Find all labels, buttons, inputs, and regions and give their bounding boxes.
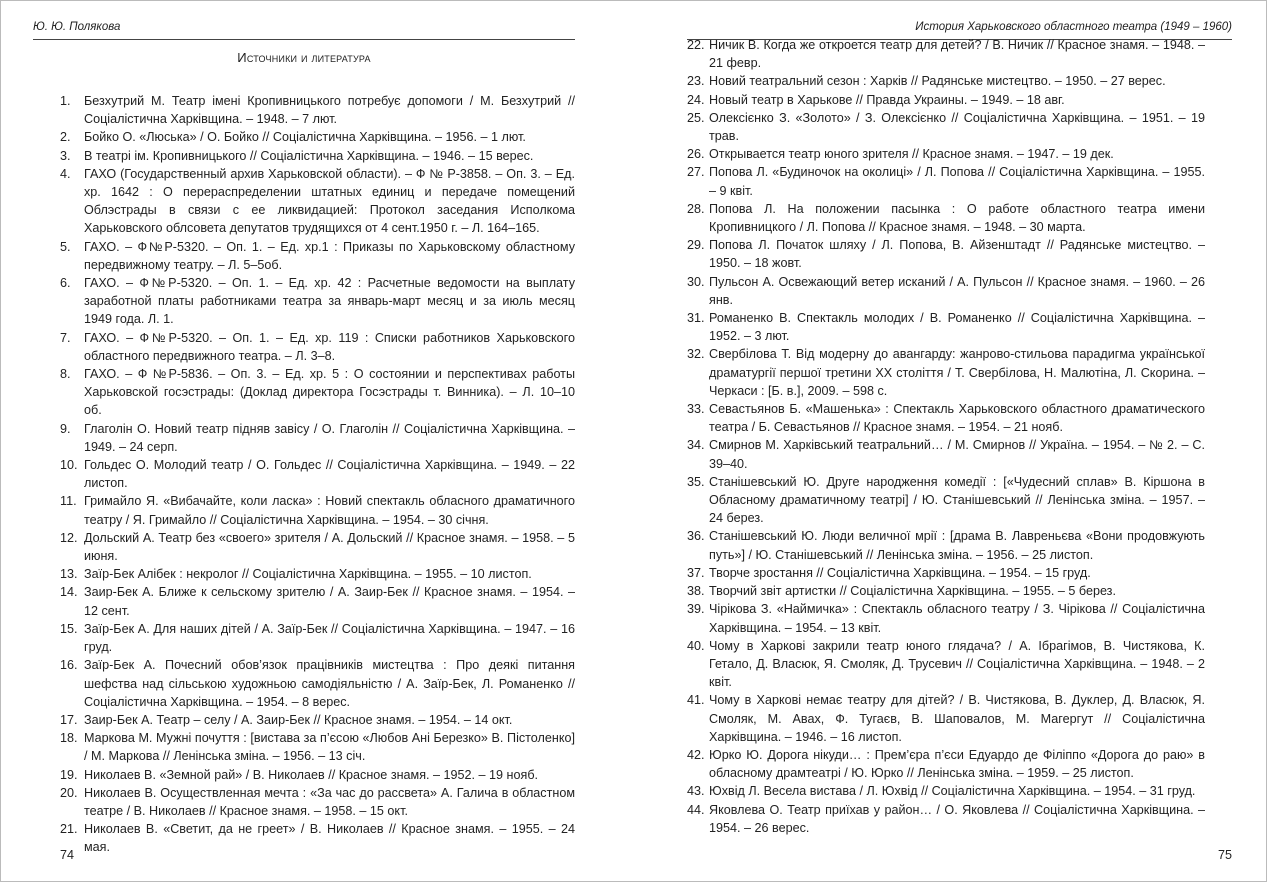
reference-text: ГАХО. – Ф№Р-5320. – Оп. 1. – Ед. хр. 42 : Расчетные ведомости на выплату заработной платы работниками театра за январь-март месяц и за июль месяц 1949 года. Л. 1. [84, 276, 575, 327]
reference-number: 28. [687, 201, 705, 216]
reference-text: Чому в Харкові закрили театр юного глядача? / А. Ібрагімов, В. Чистякова, К. Гетало, Д. Власюк, Я. Смоляк, Д. Трусевич // Соціалістична Харківщина. – 1948. – 2 квіт. [709, 638, 1205, 690]
reference-item [687, 691, 1205, 746]
reference-number: 22. [687, 38, 705, 52]
reference-number: 11. [60, 494, 77, 509]
reference-number: 8. [60, 367, 71, 382]
reference-text: ГАХО. – Ф №Р-5836. – Оп. 3. – Ед. хр. 5 : О состоянии и перспективах работы Харьковской госэстрады: (Доклад директора Госэстрады т. Винника). – Л. 10–10 об. [84, 367, 575, 418]
reference-text: Творче зростання // Соціалістична Харківщина. – 1954. – 15 груд. [709, 565, 1091, 580]
reference-text: Маркова М. Мужні почуття : [вистава за п’єсою «Любов Ані Березко» В. Пістоленко] / М. Маркова // Ленінська зміна. – 1956. – 13 січ. [84, 731, 575, 764]
reference-text: Творчий звіт артистки // Соціалістична Харківщина. – 1955. – 5 берез. [709, 584, 1116, 599]
reference-number: 4. [60, 166, 71, 181]
reference-text: Попова Л. «Будиночок на околиці» / Л. Попова // Соціалістична Харківщина. – 1955. – 9 квіт. [709, 165, 1205, 198]
reference-text: Олексієнко З. «Золото» / З. Олексієнко // Соціалістична Харківщина. – 1951. – 19 трав. [709, 110, 1205, 144]
reference-item [60, 365, 575, 420]
reference-text: Новий театральний сезон : Харків // Радянське мистецтво. – 1950. – 27 верес. [709, 74, 1166, 89]
reference-item [60, 128, 575, 146]
reference-number: 32. [687, 347, 705, 362]
reference-text: ГАХО. – Ф№Р-5320. – Оп. 1. – Ед. хр. 119 : Списки работников Харьковского областного передвижного театра. – Л. 3–8. [84, 330, 575, 363]
reference-text: Бойко О. «Люська» / О. Бойко // Соціалістична Харківщина. – 1956. – 1 лют. [84, 130, 526, 145]
reference-item [687, 91, 1205, 109]
reference-text: Николаев В. «Земной рай» / В. Николаев // Красное знамя. – 1952. – 19 нояб. [84, 767, 539, 782]
reference-item [687, 400, 1205, 436]
reference-item [687, 600, 1205, 636]
reference-text: Глаголін О. Новий театр підняв завісу / О. Глаголін // Соціалістична Харківщина. – 1949. – 24 серп. [84, 421, 575, 454]
reference-number: 3. [60, 148, 71, 163]
reference-number: 31. [687, 311, 705, 326]
reference-text: Попова Л. Початок шляху / Л. Попова, В. Айзенштадт // Радянське мистецтво. – 1950. – 18 жовт. [709, 238, 1205, 271]
reference-item [60, 784, 575, 820]
reference-text: Станішевський Ю. Друге народження комедії : [«Чудесний сплав» В. Кіршона в Обласному драматичному театрі] / Ю. Станішевський // Ленінська зміна. – 1957. – 24 берез. [709, 474, 1205, 526]
reference-item [687, 273, 1205, 309]
reference-number: 14. [60, 585, 78, 600]
reference-number: 7. [60, 330, 71, 345]
reference-item [60, 656, 575, 711]
reference-number: 16. [60, 658, 78, 673]
reference-number: 20. [60, 785, 78, 800]
reference-number: 33. [687, 402, 705, 417]
reference-number: 34. [687, 438, 705, 453]
reference-item [60, 238, 575, 274]
reference-number: 26. [687, 147, 705, 162]
reference-item [60, 729, 575, 765]
reference-text: Чірікова З. «Наймичка» : Спектакль обласного театру / З. Чірікова // Соціалістична Харківщина. – 1954. – 13 квіт. [709, 602, 1205, 635]
reference-number: 36. [687, 529, 705, 544]
reference-item [687, 564, 1205, 582]
reference-text: Николаев В. Осуществленная мечта : «За час до рассвета» А. Галича в областном театре / В. Николаев // Красное знамя. – 1958. – 15 окт. [84, 785, 575, 818]
reference-item [687, 163, 1205, 199]
reference-item [60, 456, 575, 492]
reference-text: Свербілова Т. Від модерну до авангарду: жанрово-стильова парадигма української драматургії першої третини XX століття / Т. Свербілова, Н. Малютіна, Л. Скорина. – Черкаси : [Б. в.], 2009. – 598 с. [709, 347, 1205, 398]
reference-number: 10. [60, 458, 78, 473]
reference-item [60, 147, 575, 165]
reference-number: 18. [60, 731, 78, 746]
reference-item [687, 746, 1205, 782]
reference-item [687, 782, 1205, 800]
reference-item [60, 165, 575, 238]
reference-item [60, 766, 575, 784]
reference-number: 1. [60, 94, 71, 108]
reference-item [60, 329, 575, 365]
reference-item [687, 72, 1205, 90]
reference-text: Гримайло Я. «Вибачайте, коли ласка» : Новий спектакль обласного драматичного театру / Я. Гримайло // Соціалістична Харківщина. – 1954. – 30 січня. [84, 494, 575, 527]
reference-item [687, 36, 1205, 72]
reference-item [60, 583, 575, 619]
reference-number: 24. [687, 92, 705, 107]
reference-text: Заїр-Бек Алібек : некролог // Соціалістична Харківщина. – 1955. – 10 листоп. [84, 567, 532, 582]
reference-number: 37. [687, 565, 705, 580]
reference-text: Ничик В. Когда же откроется театр для детей? / В. Ничик // Красное знамя. – 1948. – 21 февр. [709, 38, 1205, 71]
reference-text: Открывается театр юного зрителя // Красное знамя. – 1947. – 19 дек. [709, 147, 1114, 162]
reference-number: 41. [687, 693, 705, 708]
reference-number: 2. [60, 130, 71, 145]
left-page [33, 0, 575, 882]
reference-item [60, 620, 575, 656]
reference-item [60, 565, 575, 583]
reference-item [60, 92, 575, 128]
reference-item [60, 711, 575, 729]
reference-number: 27. [687, 165, 705, 180]
reference-number: 43. [687, 784, 705, 799]
reference-item [687, 345, 1205, 400]
reference-number: 19. [60, 767, 78, 782]
reference-text: Юхвід Л. Весела вистава / Л. Юхвід // Соціалістична Харківщина. – 1954. – 31 груд. [709, 784, 1196, 799]
reference-number: 6. [60, 276, 71, 291]
reference-list [687, 36, 1205, 837]
reference-item [687, 582, 1205, 600]
reference-number: 21. [60, 822, 78, 837]
reference-text: В театрі ім. Кропивницького // Соціалістична Харківщина. – 1946. – 15 верес. [84, 148, 534, 163]
reference-number: 40. [687, 638, 705, 653]
reference-text: Заир-Бек А. Театр – селу / А. Заир-Бек // Красное знамя. – 1954. – 14 окт. [84, 712, 513, 727]
reference-text: ГАХО. – Ф№Р-5320. – Оп. 1. – Ед. хр.1 : Приказы по Харьковскому областному передвижному театру. – Л. 5–5об. [84, 239, 575, 272]
running-head-author: Ю. Ю. Полякова [33, 21, 575, 40]
right-page [687, 0, 1232, 882]
reference-text: Чому в Харкові немає театру для дітей? / В. Чистякова, В. Дуклер, Д. Власюк, Я. Смоляк, М. Авах, Ф. Тугаєв, В. Шаповалов, М. Магергут // Соціалістична Харківщина. – 1946. – 16 листоп. [709, 693, 1205, 744]
reference-number: 13. [60, 567, 78, 582]
reference-number: 9. [60, 421, 71, 436]
reference-text: Юрко Ю. Дорога нікуди… : Прем’єра п’єси Едуардо де Філіппо «Дорога до раю» в обласному драмтеатрі / Ю. Юрко // Ленінська зміна. – 1959. – 25 листоп. [709, 747, 1205, 781]
reference-number: 29. [687, 238, 705, 253]
reference-text: Заир-Бек А. Ближе к сельскому зрителю / А. Заир-Бек // Красное знамя. – 1954. – 12 сент. [84, 585, 575, 618]
reference-number: 38. [687, 584, 705, 599]
reference-text: Новый театр в Харькове // Правда Украины. – 1949. – 18 авг. [709, 92, 1065, 107]
reference-text: Попова Л. На положении пасынка : О работе областного театра имени Кропивницкого / Л. Попова // Красное знамя. – 1948. – 30 марта. [709, 201, 1205, 235]
reference-item [60, 420, 575, 456]
reference-text: ГАХО (Государственный архив Харьковской области). – Ф № Р-3858. – Оп. 3. – Ед. хр. 1642 : О перераспределении штатных единиц и передаче помещений Облэстрады в связи с ее ликвидацией: Протокол заседания Исполкома Харьковского облсовета депутатов трудящихся от 4 сент.1950 г. – Л. 164–165. [84, 166, 575, 236]
reference-number: 23. [687, 74, 705, 89]
reference-text: Севастьянов Б. «Машенька» : Спектакль Харьковского областного драматического театра / Б. Севастьянов // Красное знамя. – 1954. – 21 нояб. [709, 402, 1205, 435]
section-title: Источники и литература [237, 50, 371, 65]
reference-number: 17. [60, 712, 78, 727]
reference-number: 30. [687, 274, 705, 289]
page-number: 75 [1217, 848, 1232, 862]
reference-text: Яковлева О. Театр приїхав у район… / О. Яковлева // Соціалістична Харківщина. – 1954. – 26 верес. [709, 802, 1205, 835]
reference-number: 12. [60, 530, 78, 545]
reference-item [687, 637, 1205, 692]
reference-item [687, 436, 1205, 472]
reference-text: Гольдес О. Молодий театр / О. Гольдес // Соціалістична Харківщина. – 1949. – 22 листоп. [84, 458, 575, 491]
reference-item [60, 529, 575, 565]
reference-item [60, 274, 575, 329]
reference-number: 5. [60, 239, 71, 254]
reference-item [687, 200, 1205, 236]
reference-item [687, 527, 1205, 563]
reference-text: Смирнов М. Харківський театральний… / М. Смирнов // Україна. – 1954. – № 2. – С. 39–40. [709, 438, 1205, 471]
reference-item [687, 801, 1205, 837]
reference-item [687, 145, 1205, 163]
reference-item [687, 473, 1205, 528]
reference-item [687, 236, 1205, 272]
reference-item [60, 820, 575, 856]
reference-number: 42. [687, 747, 705, 762]
reference-number: 44. [687, 802, 705, 817]
running-head-title: История Харьковского областного театра (1949 – 1960) [687, 21, 1232, 40]
reference-text: Заїр-Бек А. Для наших дітей / А. Заїр-Бек // Соціалістична Харківщина. – 1947. – 16 груд. [84, 621, 575, 655]
reference-text: Дольский А. Театр без «своего» зрителя / А. Дольский // Красное знамя. – 1958. – 5 июня. [84, 530, 575, 564]
page-number: 74 [60, 848, 75, 862]
reference-number: 15. [60, 621, 78, 636]
reference-text: Романенко В. Спектакль молодих / В. Романенко // Соціалістична Харківщина. – 1952. – 3 лют. [709, 311, 1205, 344]
reference-text: Пульсон А. Освежающий ветер исканий / А. Пульсон // Красное знамя. – 1960. – 26 янв. [709, 274, 1205, 307]
reference-number: 35. [687, 474, 705, 489]
reference-item [60, 492, 575, 528]
reference-item [687, 309, 1205, 345]
reference-item [687, 109, 1205, 145]
reference-text: Безхутрий М. Театр імені Кропивницького потребує допомоги / М. Безхутрий // Соціалістична Харківщина. – 1948. – 7 лют. [84, 94, 575, 127]
reference-number: 39. [687, 602, 705, 617]
reference-text: Николаев В. «Светит, да не греет» / В. Николаев // Красное знамя. – 1955. – 24 мая. [84, 822, 575, 855]
reference-text: Станішевський Ю. Люди величної мрії : [драма В. Лавреньєва «Вони продовжують путь»] / Ю. Станішевський // Ленінська зміна. – 1956. – 25 листоп. [709, 529, 1205, 562]
reference-text: Заїр-Бек А. Почесний обов’язок працівників мистецтва : Про деякі питання шефства над сільською художньою самодіяльністю / А. Заїр-Бек, Л. Романенко // Соціалістична Харківщина. – 1954. – 8 верес. [84, 658, 575, 709]
reference-number: 25. [687, 110, 705, 125]
reference-list [60, 92, 575, 857]
